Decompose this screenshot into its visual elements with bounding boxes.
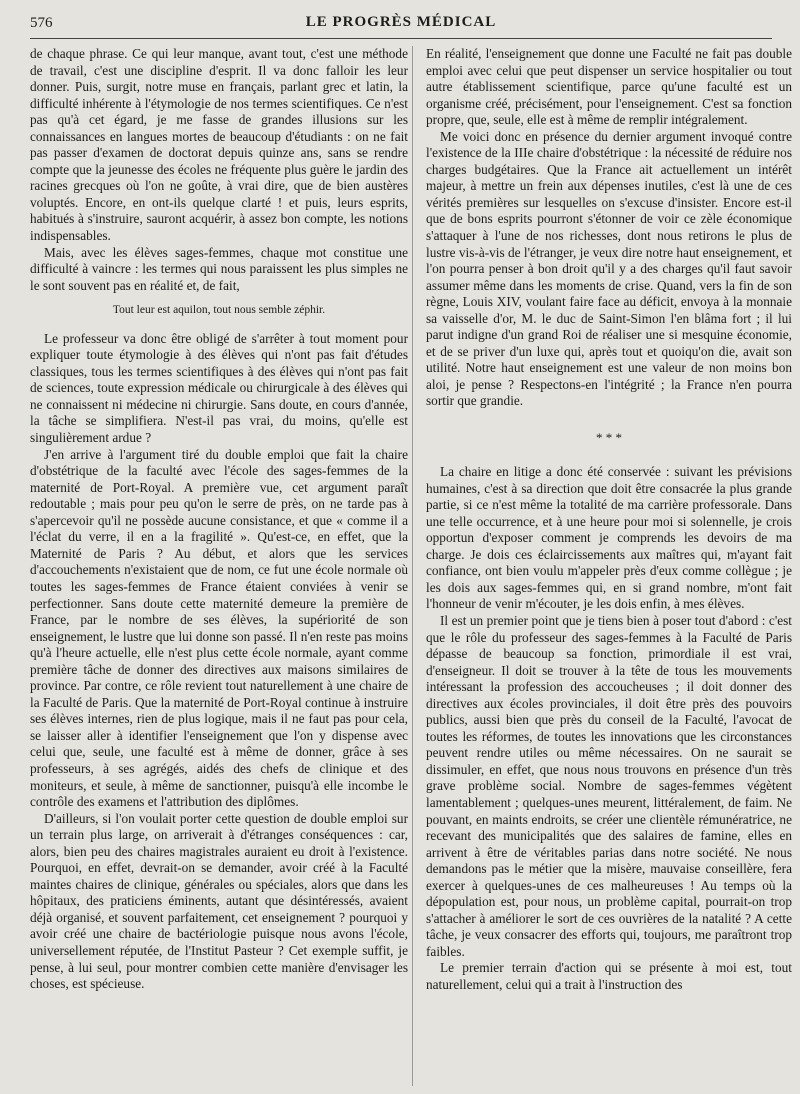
paragraph: Me voici donc en présence du dernier argument invoqué contre l'existence de la IIIe chaire d'obstétrique : la nécessité de réduire nos charges budgétaires. Que la France ait actuellement un intérêt majeur, à mettre un frein aux dépenses inutiles, c'est là une de ces vérités premières sur lesquelles on s'excuse d'insister. Encore est-il que de bons esprits pourront s'étonner de voir ce zèle économique s'attaquer à l'une de nos richesses, dont nous retirons le plus de lustre vis-à-vis de l'étranger, je veux dire notre haut enseignement, et l'on pourra penser à bon droit qu'il y a des charges qu'il faut savoir assumer même dans les moments de crise. Quand, vers la fin de son règne, Louis XIV, voulant faire face au déficit, envoya à la monnaie sa vaisselle d'or, M. le duc de Saint-Simon l'en blâma fort ; il lui parut indigne d'un grand Roi de réaliser une si mesquine économie, et de se priver d'un luxe qui, après tout et quoiqu'on die, avait son utilité. Notre haut enseignement est une valeur de non moins bon aloi, je pense ? Respectons-en l'intégrité ; la France n'en pourra sortir que grandie. (426, 128, 792, 409)
section-separator: * * * (596, 430, 622, 446)
paragraph: D'ailleurs, si l'on voulait porter cette question de double emploi sur un terrain plus large, on arriverait à d'étranges conséquences : car, alors, bien peu des chaires magistrales auraient eu droit à l'existence. Pourquoi, en effet, devrait-on se demander, avoir créé à la Faculté maintes chaires de clinique, générales ou spéciales, alors que dans les hôpitaux, des praticiens éminents, autant que désintéressés, avaient déjà organisé, et souvent parfaitement, cet enseignement ? pourquoi y avoir créé une chaire de bactériologie puisque nous avons l'école, universellement réputée, de l'Institut Pasteur ? Cet exemple suffit, je pense, à lui seul, pour montrer combien cette manière d'envisager les choses, est spécieuse. (30, 810, 408, 992)
page-number: 576 (30, 15, 53, 31)
verse-quote: Tout leur est aquilon, tout nous semble zéphir. (112, 304, 326, 317)
paragraph: J'en arrive à l'argument tiré du double emploi que fait la chaire d'obstétrique de la faculté avec l'école des sages-femmes de la maternité de Port-Royal. A première vue, cet argument paraît redoutable ; mais pour peu qu'on le serre de près, on ne tarde pas à s'apercevoir qu'il ne possède aucune consistance, et que « comme il a l'éclat du verre, il en a la fragilité ». Qu'est-ce, en effet, que la Maternité de Paris ? Au début, et alors que les services d'accouchements n'existaient que de nom, ce fut une école normale où toutes les sages-femmes de France étaient conviées à venir se perfectionner. Sans doute cette maternité demeure la première de France, par le nombre de ses élèves, la supériorité de son enseignement, le lustre que lui donne son passé. Il n'en reste pas moins qu'à l'heure actuelle, elle n'est plus cette école normale, ayant comme première tâche de donner des directives aux maisons similaires de province. Par contre, ce rôle revient tout naturellement à une chaire de la Faculté de Paris. Que la maternité de Port-Royal continue à instruire ses élèves internes, rien de plus logique, mais il ne faut pas pour cela, se laisser aller à identifier l'enseignement que l'on y dispense avec celui que, seule, une faculté est à même de donner, grâce à ses professeurs, à ses agrégés, aidés des chefs de clinique et des moniteurs, et seule, à même de sanctionner, puisqu'à elle incombe le contrôle des examens et l'attribution des diplômes. (30, 446, 408, 810)
running-header (30, 12, 772, 39)
paragraph: Le professeur va donc être obligé de s'arrêter à tout moment pour expliquer toute étymologie à des élèves qui n'ont pas fait d'études classiques, tous les termes scientifiques à des élèves qui n'ont pas fait de sciences, toute expression médicale ou chirurgicale à des élèves qui ne connaissent ni médecine ni chirurgie. Sans doute, en cours d'année, la tâche se simplifiera. N'est-il pas vrai, du moins, qu'elle est singulièrement ardue ? (30, 330, 408, 446)
right-column (426, 46, 792, 994)
paragraph: Mais, avec les élèves sages-femmes, chaque mot constitue une difficulté à vaincre : les termes qui nous paraissent les plus simples ne le sont souvent pas en réalité et, de fait, (30, 244, 408, 293)
left-column (30, 46, 408, 993)
paragraph: Il est un premier point que je tiens bien à poser tout d'abord : c'est que le rôle du professeur des sages-femmes à la Faculté de Paris dépasse de beaucoup sa fonction, primordiale il est vrai, d'enseigneur. Il doit se trouver à la tête de tous les mouvements intéressant la profession des accoucheuses ; il doit donner des directives aux écoles provinciales, il doit être près des pouvoirs publics, aussi bien que près du conseil de la Faculté, l'avocat de toutes les réformes, de toutes les innovations que les circonstances peuvent rendre utiles ou même nécessaires. On ne saurait se dissimuler, en effet, que nous nous trouvons en présence d'un très grave problème social. Nombre de sages-femmes végètent lamentablement ; quelques-unes meurent, littéralement, de faim. Ne pouvant, en maints endroits, se créer une clientèle rémunératrice, ne recevant des municipalités que des salaires de famine, elles en arrivent à être de véritables parias dans notre société. Ne nous demandons pas le métier que la misère, mauvaise conseillère, fera exercer à quelques-unes de ces malheureuses ! Au temps où la dépopulation est, pour nous, un problème capital, pourrait-on trop s'attacher à améliorer le sort de ces ouvrières de la natalité ? A cette tâche, je veux consacrer des efforts qui, toujours, me paraîtront trop faibles. (426, 612, 792, 959)
paragraph: La chaire en litige a donc été conservée : suivant les prévisions humaines, c'est à sa direction que doit être consacrée la plus grande partie, si ce n'est même la totalité de ma carrière professorale. Dans une telle occurrence, et à une heure pour moi si solennelle, je crois opportun d'exposer comment je comprends les devoirs de ma charge. Je dois ces éclaircissements aux maîtres qui, m'ayant fait confiance, ont bien voulu m'appeler près d'eux comme collègue ; je les dois aux sages-femmes qui, en si grand nombre, m'ont fait l'honneur de venir m'écouter, je les dois enfin, à mes élèves. (426, 464, 792, 612)
paragraph: En réalité, l'enseignement que donne une Faculté ne fait pas double emploi avec celui que peut dispenser un service hospitalier ou tout autre établissement scientifique, parce qu'une faculté est un organisme créé, précisément, pour l'enseignement. C'est sa fonction propre, que, seule, elle est à même de remplir intégralement. (426, 46, 792, 128)
paragraph: de chaque phrase. Ce qui leur manque, avant tout, c'est une méthode de travail, c'est une discipline d'esprit. Il va donc falloir les leur donner. Puis, surgit, notre muse en français, parlant grec et latin, la difficulté inhérente à l'étymologie de nos termes scientifiques. Ce n'est pas qu'à cet égard, je me fasse de grandes illusions sur les connaissances en langues mortes de beaucoup d'étudiants : on ne fait pas passer d'examen de doctorat depuis quinze ans, sans se rendre compte que la jeunesse des écoles ne fréquente plus guère le jardin des racines grecques où l'on ne goûte, à vrai dire, que de bien austères voluptés. Encore, en ont-ils quelque clarté ! et puis, leurs esprits, habitués à s'instruire, sauront acquérir, à assez bon compte, les notions indispensables. (30, 46, 408, 244)
column-divider (412, 46, 413, 1086)
journal-title: LE PROGRÈS MÉDICAL (305, 14, 497, 30)
paragraph: Le premier terrain d'action qui se présente à moi est, tout naturellement, celui qui a trait à l'instruction des (426, 960, 792, 992)
